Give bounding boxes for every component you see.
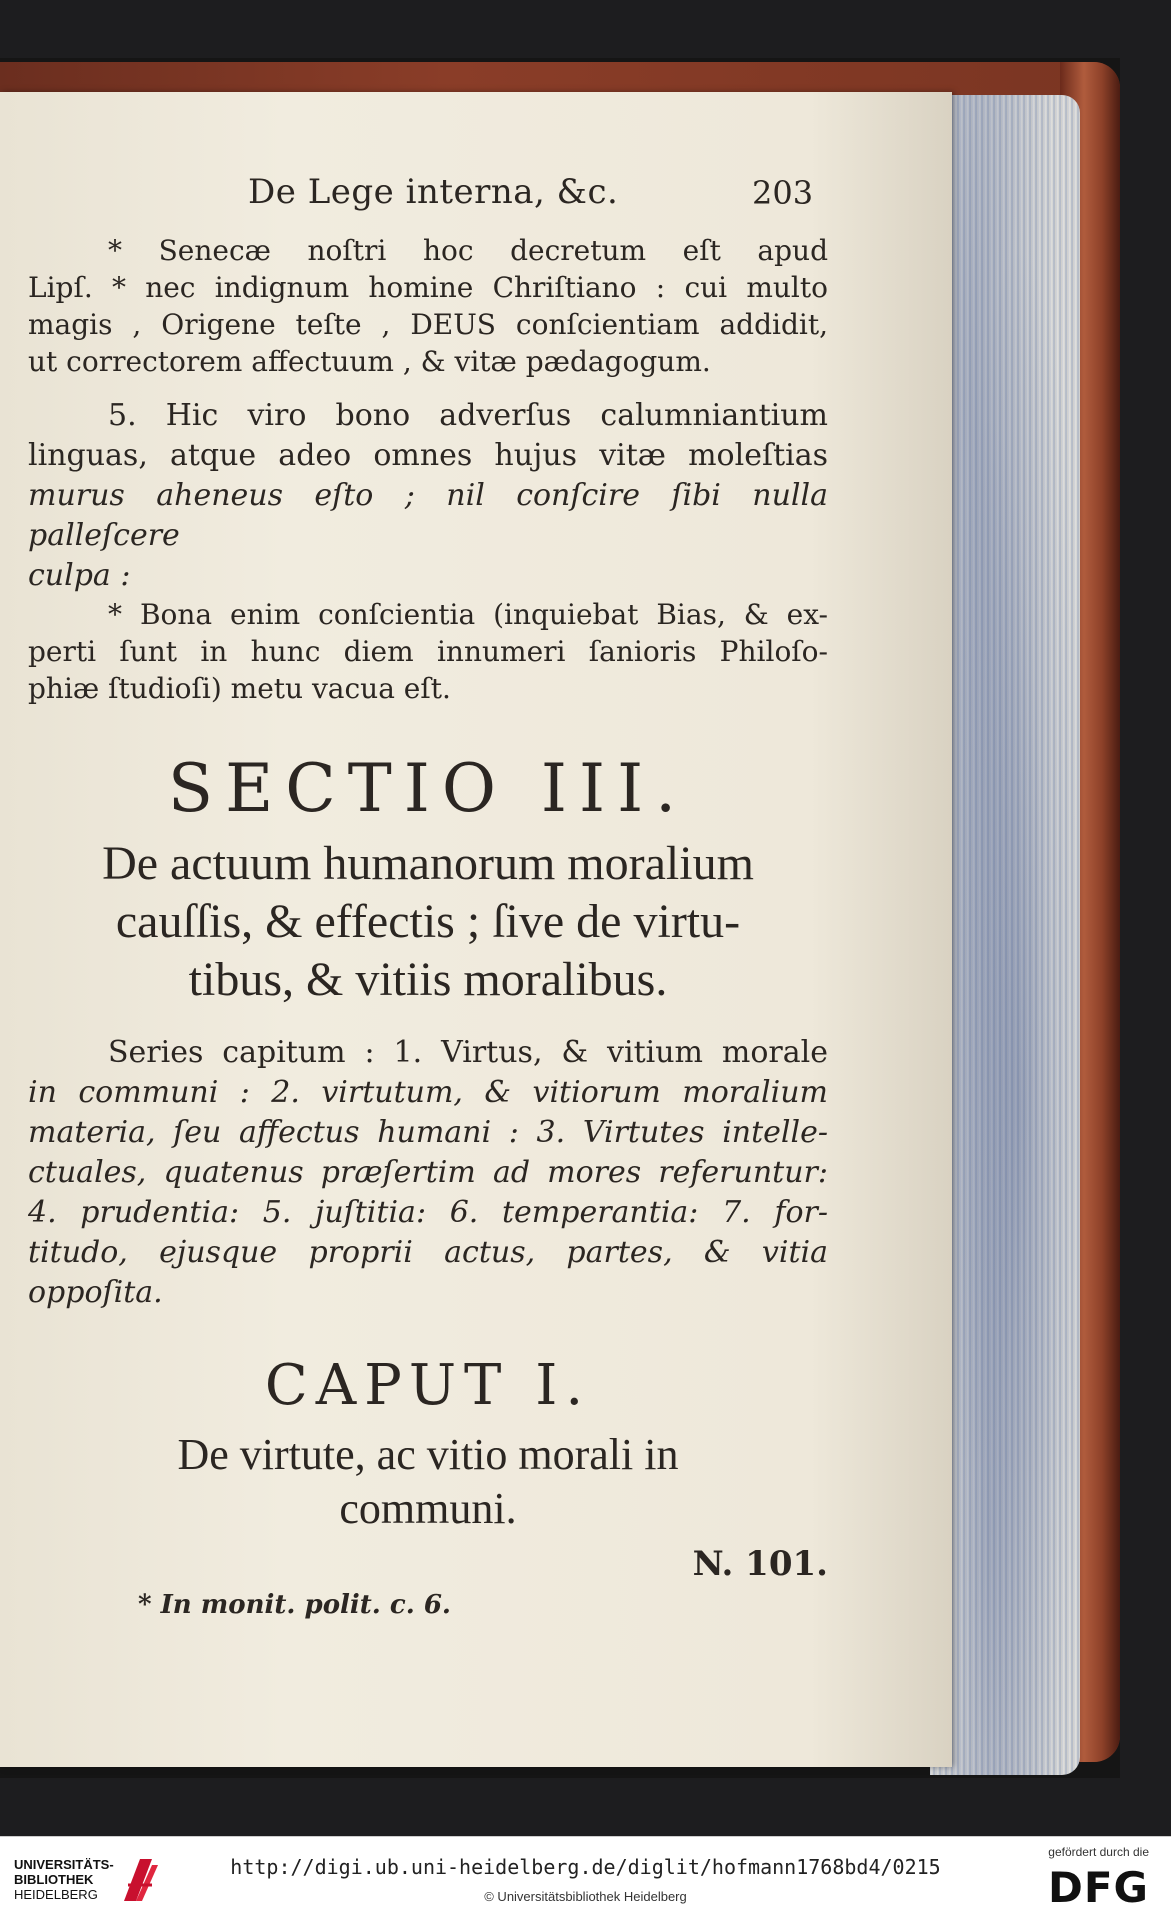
section-subtitle-line: cauſſis, & effectis ; ſive de virtu- [115, 895, 741, 948]
text-line: perti ſunt in hunc diem innumeri ſanioris Philoſo- [28, 635, 828, 668]
text-line: titudo, ejusque proprii actus, partes, & vitia oppoſita. [28, 1235, 828, 1310]
footnote-reference: * In monit. polit. c. 6. [138, 1590, 451, 1620]
catchword: N. 101. [692, 1544, 828, 1584]
text-line: ctuales, quatenus præſertim ad mores referuntur: [28, 1155, 828, 1190]
caput-subtitle-line: De virtute, ac vitio morali in [177, 1430, 679, 1479]
series-capitum [28, 1033, 828, 1313]
text-line: * Bona enim conſcientia (inquiebat Bias, & ex- [108, 598, 828, 631]
caput-subtitle [28, 1428, 828, 1536]
text-line: culpa : [28, 558, 131, 593]
paragraph-5 [28, 396, 828, 596]
copyright: © Universitätsbibliothek Heidelberg [484, 1889, 687, 1904]
text-line: linguas, atque adeo omnes hujus vitæ moleſtias [28, 438, 828, 473]
running-head [28, 172, 828, 232]
footnote-seneca [28, 232, 828, 380]
library-line: HEIDELBERG [14, 1887, 98, 1902]
funding-note: gefördert durch die [1048, 1845, 1149, 1859]
text-line: phiæ ſtudioſi) metu vacua eſt. [28, 672, 451, 705]
permalink-url[interactable]: http://digi.ub.uni-heidelberg.de/diglit/hofmann1768bd4/0215 [230, 1855, 941, 1879]
section-subtitle-line: De actuum humanorum moralium [102, 837, 754, 890]
text-line: Lipſ. * nec indignum homine Chriſtiano : cui multo [28, 271, 828, 304]
library-line: BIBLIOTHEK [14, 1872, 94, 1887]
text-line: ut correctorem affectuum , & vitæ pædagogum. [28, 345, 711, 378]
page-edges [930, 95, 1080, 1775]
caput-subtitle-line: communi. [339, 1484, 517, 1533]
text-line: * Senecæ noſtri hoc decretum eſt apud [108, 234, 828, 267]
text-line: murus aheneus eſto ; nil conſcire ſibi nulla palleſcere [28, 478, 828, 553]
text-line: 5. Hic viro bono adverſus calumniantium [108, 398, 828, 433]
text-line: 4. prudentia: 5. juſtitia: 6. temperantia: 7. for- [28, 1195, 828, 1230]
footer-bar [0, 1836, 1171, 1919]
caput-title: CAPUT I. [264, 1353, 592, 1418]
text-line: in communi : 2. virtutum, & vitiorum moralium [28, 1075, 828, 1110]
book-page [0, 92, 952, 1767]
text-line: Series capitum : 1. Virtus, & vitium morale [108, 1035, 828, 1070]
section-subtitle [28, 835, 828, 1009]
text-line: materia, ſeu affectus humani : 3. Virtutes intelle- [28, 1115, 828, 1150]
text-line: magis , Origene teſte , DEUS conſcientiam addidit, [28, 308, 828, 341]
page-number: 203 [752, 174, 814, 212]
library-line: UNIVERSITÄTS- [14, 1857, 114, 1872]
page-text [28, 172, 828, 1620]
footnote-bias [28, 596, 828, 707]
running-head-title: De Lege interna, &c. [248, 172, 619, 212]
dfg-logo: DFG [1047, 1863, 1149, 1912]
section-subtitle-line: tibus, & vitiis moralibus. [188, 953, 668, 1006]
section-title: SECTIO III. [167, 750, 689, 827]
